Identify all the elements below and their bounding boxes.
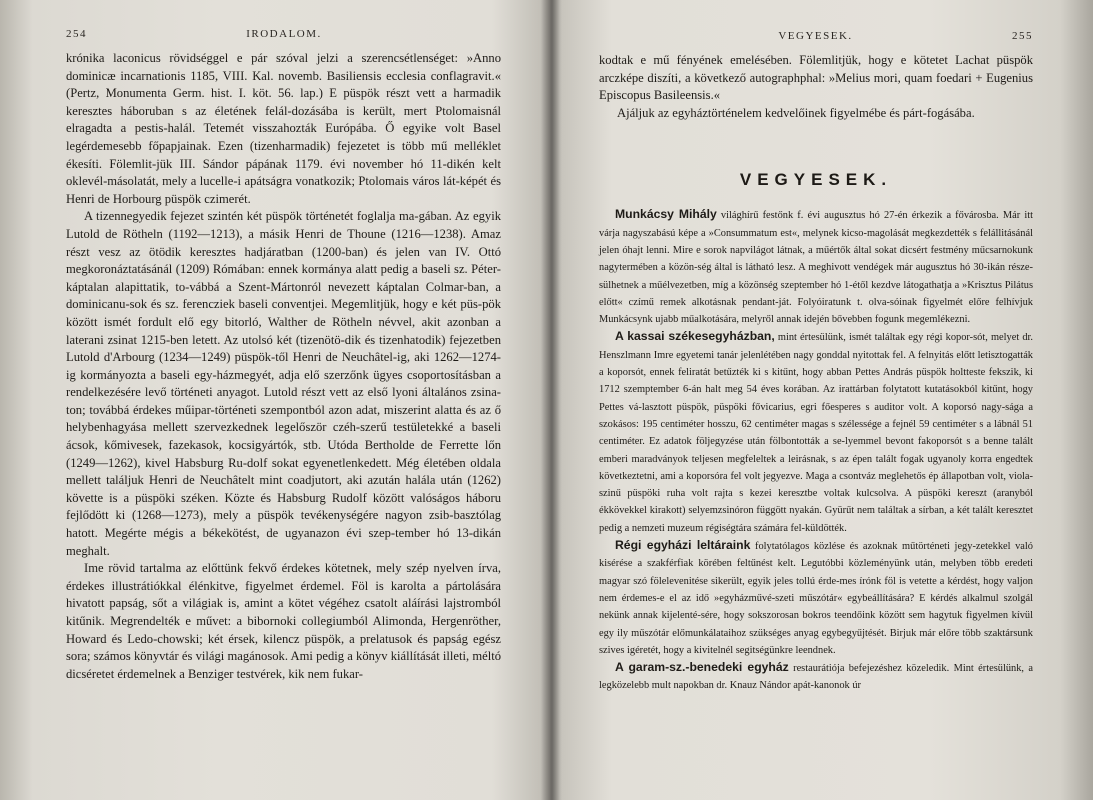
left-running-head: [66, 28, 501, 50]
news-item-text: mint értesülünk, ismét találtak egy régi kopor-sót, melyet dr. Henszlmann Imre egyetemi tanár jelenlétében nagy gonddal nyitottak fel. A felnyitás előtt letisztogatták a koporsót, ennek feliratát betűzték ki s kitűnt, hogy abban Pettes András püspök holtteste fekszik, ki 1712 szemptember 6-án halt meg 54 éves korában. Az irattárban folytatott kutatásokból kitűnt, hogy Pettes vá-lasztott püspök, püspöki fővicarius, egri főesperes s auditor volt. A koporsó nagy-sága a szokásos: 195 centiméter hosszu, 62 centiméter magas s szélessége a fejnél 59 centiméter s a lábnál 51 centiméter. Ez adatok följegyzése után fölbontották a se-lyemmel bevont fakoporsót s a benne talált emberi maradványok teljesen megfeleltek a leirásnak, s az épen talált fogak ugyanoly korra engedtek következtetni, ami a koporsóra fel volt jegyezve. Maga a csontváz meglehetős ép állapotban volt, viola-szinű püspöki ruha volt rajta s kezei keresztbe voltak kulcsolva. A püspöki kereszt (aranyból ékkövekkel kirakott) selyemzsinóron függött nyakán. Gyürűt nem találtak a sírban, a két talált keresztet pedig a nemzeti muzeum régiségtára számára fel-küldötték.: [599, 332, 1033, 534]
right-paragraph: Ajáljuk az egyháztörténelem kedvelőinek figyelmébe és párt-fogásába.: [617, 105, 975, 120]
right-page-number: 255: [1012, 30, 1033, 42]
news-item: [599, 537, 1033, 659]
right-page: [555, 0, 1093, 800]
left-page-number: 254: [66, 28, 87, 40]
right-running-title: VEGYESEK.: [778, 30, 853, 42]
left-paragraph: Ime rövid tartalma az előttünk fekvő érdekes kötetnek, mely szép nyelven írva, érdekes illustrátiókkal élénkitve, figyelmet érdemel. Föl is karolta a pártolására hivatott papság, sőt a világiak is, amint a kötet végéhez csatolt aláírási lajstromból kitűnik. Megrendelték e művet: a bibornoki collegiumból Alimonda, Hergenröther, Howard és Ledo-chowski; két érsek, kilencz püspök, a prelatusok és papság egész sora; számos könyvtár és világi magánosok. Ami pedig a könyv kiállítását illeti, méltó dicséretet érdemelnek a Benziger testvérek, kik nem fukar-: [66, 561, 501, 681]
news-item-text: folytatólagos közlése és azoknak műtörténeti jegy-zetekkel való kisérése a szakférfiak körében feltűnést kelt. Legutóbbi közleményünk után, melyben több eredeti magyar szó fölelevenitése sikerült, egyik jeles tollú érde-mes írónk föl is vetette a kérdést, hogy valjon nem érdemes-e el az idő »egyházművé-szeti műszótár« egybeállítására? E kérdés alkalmul szolgál nekünk annak kijelenté-sére, hogy sokszorosan bokros teendőink között sem hagytuk figyelmen kívül egy ily műszótár előmunkálataihoz szükséges anyag egybegyűjtését. Birjuk már előre több szaktársunk szives igéretét, hogy a kivitelnél segitségünkre leendnek.: [599, 541, 1033, 656]
left-paragraph: A tizennegyedik fejezet szintén két püspök történetét foglalja ma-gában. Az egyik Lutold de Rötheln (1192—1213), a másik Henri de Thoune (1216—1238). Amaz részt vesz az ötödik keresztes hadjáratban (1200-ban) és jelen van IV. Ottó megkoronáztatásánál (1209) Rómában: ennek kormánya alatt pedig a baseli sz. Péter-káptalan alapittatik, to-vábbá a Szent-Mártonról nevezett káptalan Colmar-ban, a dominicanu-sok és sz. ferencziek baseli conventjei. Megemlitjük, hogy e két püs-pök között ismét fordult elő egy bitorló, Walther de Rötheln névvel, akit azonban a laterani zsinat 1215-ben letett. Az utolsó két (tizenötö-dik és tizenhatodik) fejezetben Lutold d'Arbourg (1234—1249) püspök-től Henri de Neuchâtel-ig, aki 1262—1274-ig kormányozta a baseli egy-házmegyét, adja elő szerzőnk ügyes csoportosításban a rendelkezésére levő történeti anyagot. Lutold részt vett az első lyoni általános zsina-ton; továbbá érdekes műipar-történeti szempontból azon adat, miszerint alatta és az ő helybenhagyása mellett szervezkednek legelőször czéh-szerű testületekké a baseli ácsok, kőmivesek, fazekasok, kocsigyártók, stb. Utóda Bertholde de Ferrette lőn (1249—1262), kivel Habsburg Ru-dolf sokat egyenetlenkedett. Még életében oldala mellett találjuk Henri de Neuchâtelt mint coadjutort, aki azután halála után (1262) követte is a püspöki széken. Közte és Habsburg Rudolf között valóságos háboru fejlődött ki (1268—1273), mely a püspök tevékenységére nagyon zsib-basztólag hatott. Megérte mégis a békekötést, de ugyanazon évi szep-tember hó 13-dikán meghalt.: [66, 209, 501, 558]
right-running-head: [599, 30, 1033, 52]
left-page-text: [66, 50, 501, 683]
section-heading: VEGYESEK.: [739, 170, 893, 190]
news-item-text: világhírű festőnk f. évi augusztus hó 27-én érkezik a fővárosba. Már itt várja nagyszabású képe a »Consummatum est«, melynek kicso-magolását megkezdették s felállitásánál jelen óhajt lenni. Mire e sorok napvilágot látnak, a műértők által sokat dicsért festmény műcsarnokunk nagytermében a közön-ség által is látható lesz. A meghivott vendégek már augusztus hó 30-ikán része-sülhetnek a műélvezetben, míg a közönség szeptember hó 1-étől kezdve látogathatja a »Krisztus Pilátus előtt« czímű remek alkotásnak pendant-ját. Folyóiratunk t. olva-sóinak figyelmét előre felhívjuk Munkácsynk ujabb műalkotására, melyről annak idején bővebben fogunk megemlékezni.: [599, 210, 1033, 326]
news-item-text: restaurátiója befejezéshez közeledik. Mint értesülünk, a legközelebb mult napokban dr. Knauz Nándor apát-kanonok úr: [599, 663, 1033, 692]
right-paragraph: kodtak e mű fényének emelésében. Fölemlitjük, hogy e kötetet Lachat püspök arczképe diszíti, a következő autographphal: »Melius mori, quam foedari + Eugenius Episcopus Basileensis.«: [599, 53, 1033, 103]
news-item: [599, 328, 1033, 537]
news-item-lead: Régi egyházi leltáraink: [615, 538, 751, 553]
news-items: [599, 206, 1033, 694]
news-item-lead: A garam-sz.-benedeki egyház: [615, 660, 789, 675]
right-opening-text: [599, 52, 1033, 122]
news-item-lead: A kassai székesegyházban,: [615, 329, 775, 344]
news-item-lead: Munkácsy Mihály: [615, 207, 717, 222]
news-item: [599, 206, 1033, 328]
news-item: [599, 659, 1033, 695]
left-paragraph: krónika laconicus rövidséggel e pár szóval jelzi a szerencsétlenséget: »Anno dominicæ incarnationis 1185, VIII. Kal. novemb. Basiliensis ecclesia conflagravit.« (Pertz, Monumenta Germ. hist. I. köt. 56. lap.) E püspök részt vett a harmadik keresztes háboruban s az életének felál-dozásába is került, mert Ptolomaisnál elragadta a pestis-halál. Tetemét visszahozták Európába. Ő egyike volt Basel legérdemesebb főpapjainak. Ezen (tizenharmadik) fejezetet is több mű melléklet ékesíti. Fölemlit-jük III. Sándor pápának 1179. évi november hó 11-dikén kelt oklevél-másolatát, mely a lucelle-i apátságra vonatkozik; Ptolomais város lát-képét és Henri de Horbourg püspök czimerét.: [66, 51, 501, 206]
left-page: [0, 0, 545, 800]
left-running-title: IRODALOM.: [246, 28, 322, 40]
